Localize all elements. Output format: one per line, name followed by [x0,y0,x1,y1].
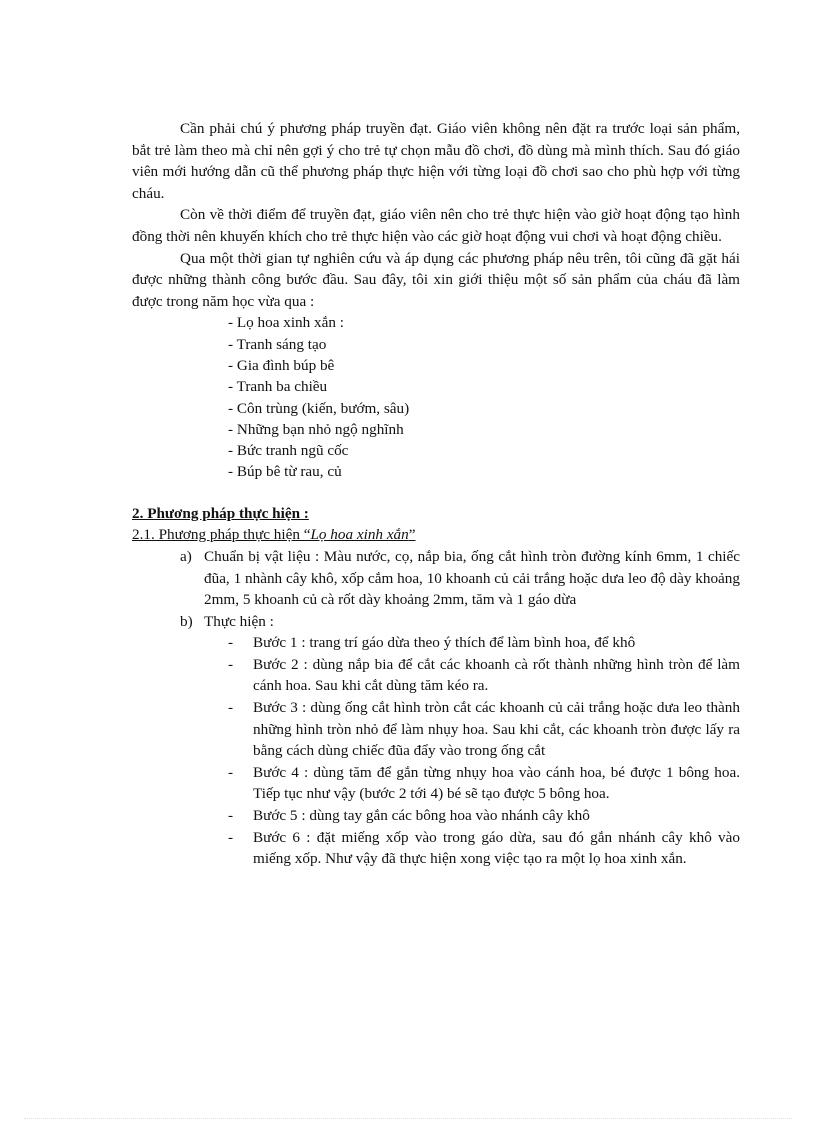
item-marker: b) [180,612,193,630]
step-item [228,805,740,827]
item-text: Chuẩn bị vật liệu : Màu nước, cọ, nắp bia, ống cắt hình tròn đường kính 6mm, 1 chiếc đũa, 1 nhành cây khô, xốp cắm hoa, 10 khoanh củ cải trắng hoặc dưa leo độ dày khoảng 2mm, 5 khoanh củ cà rốt dày khoảng 2mm, tăm và 1 gáo dừa [204,547,740,609]
item-a [180,546,740,611]
dash-marker: - [228,634,234,652]
dash-marker: - [228,763,234,781]
step-text: Bước 5 : dùng tay gắn các bông hoa vào nhánh cây khô [253,807,590,825]
paragraph-2: Còn về thời điểm để truyền đạt, giáo viên nên cho trẻ thực hiện vào giờ hoạt động tạo hình đồng thời nên khuyến khích cho trẻ thực hiện vào các giờ hoạt động vui chơi và hoạt động chiều. [132,206,740,245]
step-item [228,697,740,762]
subsection-heading [132,524,740,546]
step-text: Bước 1 : trang trí gáo dừa theo ý thích để làm bình hoa, để khô [253,634,636,652]
step-item [228,632,740,654]
paragraph-1: Cần phải chú ý phương pháp truyền đạt. Giáo viên không nên đặt ra trước loại sản phẩm, bắt trẻ làm theo mà chỉ nên gợi ý cho trẻ tự chọn mẫu đồ chơi, đồ dùng mà mình thích. Sau đó giáo viên mới hướng dẫn cũ thể phương pháp thực hiện với từng loại đồ chơi sao cho phù hợp với từng cháu. [132,120,740,202]
step-text: Bước 6 : đặt miếng xốp vào trong gáo dừa, sau đó gắn nhánh cây khô vào miếng xốp. Như vậy đã thực hiện xong việc tạo ra một lọ hoa xinh xắn. [253,828,740,868]
list-item: - Gia đình búp bê [228,356,335,374]
list-item: - Tranh ba chiều [228,378,328,396]
section-heading: 2. Phương pháp thực hiện : [132,504,309,522]
list-item: - Lọ hoa xinh xắn : [228,314,344,332]
step-item [228,654,740,697]
step-item [228,762,740,805]
subsection-suffix: ” [408,526,416,544]
subsection-prefix: 2.1. Phương pháp thực hiện “ [132,526,311,544]
item-text: Thực hiện : [204,612,274,630]
dash-marker: - [228,655,234,673]
list-item: - Tranh sáng tạo [228,335,327,353]
product-list [228,312,740,482]
step-list [228,632,740,870]
step-text: Bước 3 : dùng ống cắt hình tròn cắt các khoanh củ cải trắng hoặc dưa leo thành những hình tròn nhỏ để làm nhụy hoa. Sau khi cắt, các khoanh tròn được lấy ra bằng cách dùng chiếc đũa đẩy vào trong ống cắt [253,699,740,760]
list-item: - Côn trùng (kiến, bướm, sâu) [228,399,410,417]
step-text: Bước 2 : dùng nắp bia để cắt các khoanh cà rốt thành những hình tròn để làm cánh hoa. Sau khi cắt dùng tăm kéo ra. [253,655,740,695]
step-text: Bước 4 : dùng tăm để gắn từng nhụy hoa vào cánh hoa, bé được 1 bông hoa. Tiếp tục như vậy (bước 2 tới 4) bé sẽ tạo được 5 bông hoa. [253,763,740,803]
subsection-title: Lọ hoa xinh xắn [310,526,409,544]
list-item: - Búp bê từ rau, củ [228,463,342,481]
item-marker: a) [180,547,192,565]
dash-marker: - [228,807,234,825]
item-b [180,611,740,633]
dash-marker: - [228,699,234,717]
dash-marker: - [228,828,234,846]
page-bottom-divider [24,1118,792,1119]
list-item: - Những bạn nhỏ ngộ nghĩnh [228,420,404,438]
document-page [132,118,740,870]
step-item [228,827,740,870]
list-item: - Bức tranh ngũ cốc [228,442,349,460]
paragraph-3: Qua một thời gian tự nghiên cứu và áp dụng các phương pháp nêu trên, tôi cũng đã gặt hái được những thành công bước đầu. Sau đây, tôi xin giới thiệu một số sản phẩm của cháu đã làm được trong năm học vừa qua : [132,249,740,310]
